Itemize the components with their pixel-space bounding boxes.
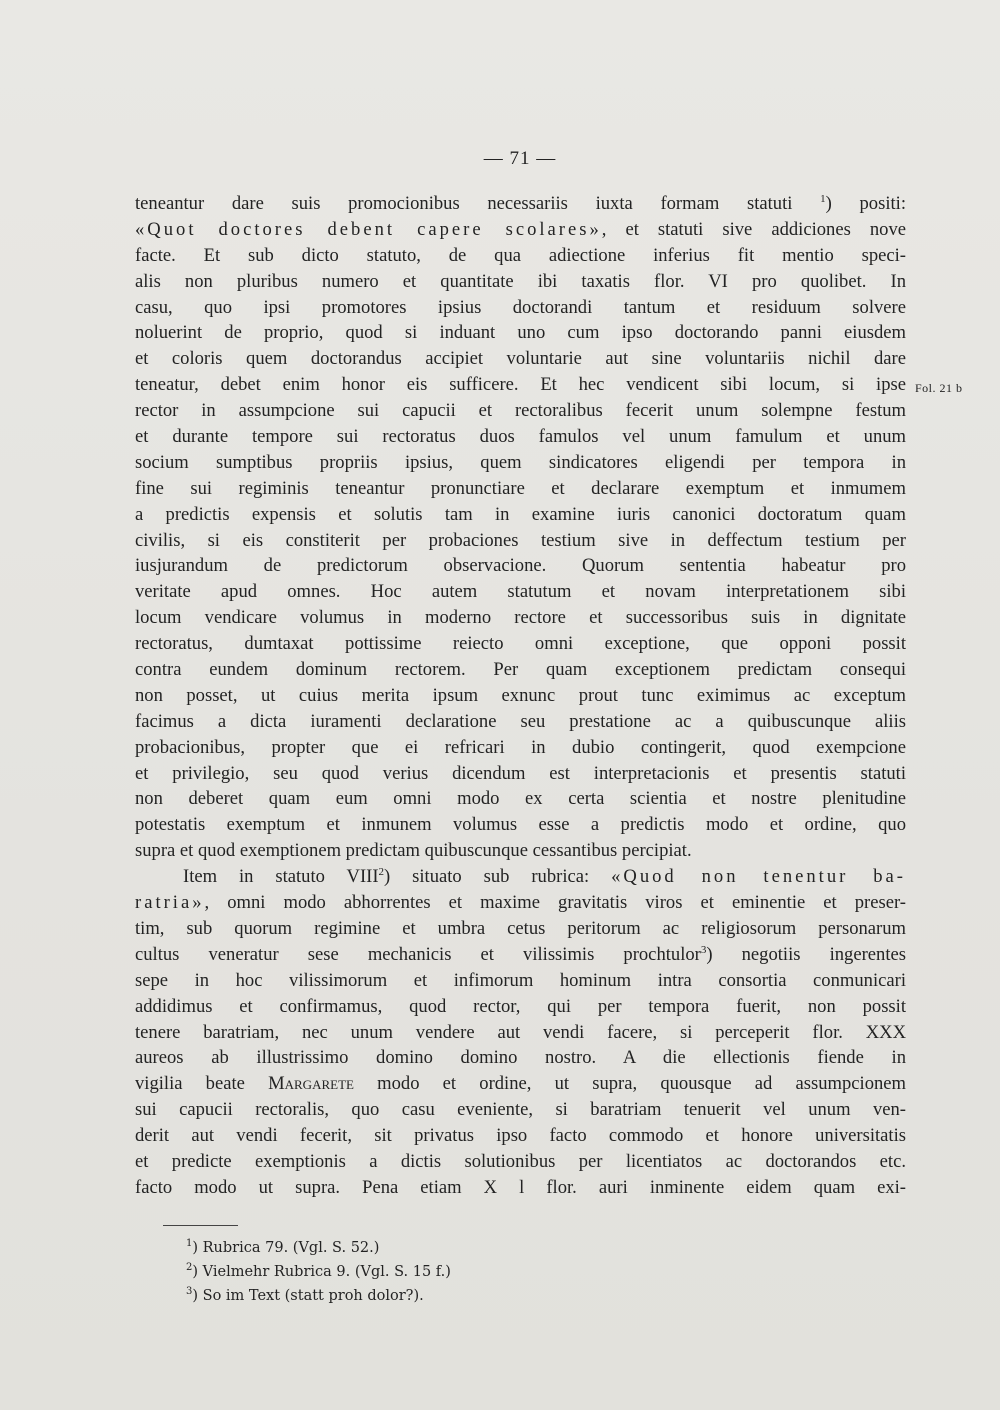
footnote-1: $^1$) Rubrica 79. (Vgl. S. 52.) bbox=[186, 1238, 380, 1256]
text-line: et coloris quem doctorandus accipiet voluntarie aut sine voluntariis nichil dare bbox=[135, 348, 906, 370]
text-line: rectoratus, dumtaxat pottissime reiecto omni exceptione, que opponi possit bbox=[135, 633, 906, 655]
text-line: civilis, si eis constiterit per probaciones testium sive in deffectum testium per bbox=[135, 529, 906, 551]
text-line: fine sui regiminis teneantur pronunctiare et declarare exemptum et inmumem bbox=[135, 477, 906, 499]
text-line: casu, quo ipsi promotores ipsius doctorandi tantum et residuum solvere bbox=[135, 296, 906, 318]
footnote-2: $^2$) Vielmehr Rubrica 9. (Vgl. S. 15 f.) bbox=[186, 1262, 451, 1280]
text-line: noluerint de proprio, quod si induant uno cum ipso doctorando panni eiusdem bbox=[135, 322, 906, 344]
text-line: iusjurandum de predictorum observacione. Quorum sententia habeatur pro bbox=[135, 555, 906, 577]
text-line: et predicte exemptionis a dictis solutionibus per licentiatos ac doctorandos etc. bbox=[135, 1150, 906, 1172]
page-number: — 71 — bbox=[483, 148, 557, 169]
text-line: ratria», omni modo abhorrentes et maxime gravitatis viros et eminentie et preser- bbox=[135, 892, 906, 914]
proper-name: Margarete bbox=[268, 1073, 354, 1095]
text-line: rector in assumpcione sui capucii et rectoralibus fecerit unum solempne festum bbox=[135, 400, 906, 422]
text-line: vigilia beate Margarete modo et ordine, ut supra, quousque ad assumpcionem bbox=[135, 1073, 907, 1095]
text-line: facimus a dicta iuramenti declaratione seu prestatione ac a quibuscunque aliis bbox=[135, 710, 906, 732]
text-line: potestatis exemptum et inmunem volumus esse a predictis modo et ordine, quo bbox=[135, 814, 906, 836]
footnote-3: $^3$) So im Text (statt proh dolor?). bbox=[186, 1286, 424, 1304]
footnote-ref: 3 bbox=[700, 943, 707, 956]
text-line: veritate apud omnes. Hoc autem statutum et novam interpretationem sibi bbox=[135, 581, 906, 603]
text-line: a predictis expensis et solutis tam in examine iuris canonici doctoratum quam bbox=[135, 503, 906, 525]
main-text bbox=[135, 191, 906, 1201]
text-line: et privilegio, seu quod verius dicendum est interpretacionis et presentis statuti bbox=[135, 762, 906, 784]
footnote-divider bbox=[163, 1225, 238, 1226]
footnote-ref: 2 bbox=[378, 865, 385, 878]
text-line: derit aut vendi fecerit, sit privatus ipso facto commodo et honore universitatis bbox=[135, 1125, 906, 1147]
text-line: tenere baratriam, nec unum vendere aut vendi facere, si perceperit flor. XXX bbox=[135, 1021, 906, 1043]
footnote-ref: 1 bbox=[820, 192, 826, 205]
quoted-rubric: «Quod non tenentur ba- bbox=[611, 866, 906, 888]
text-line: supra et quod exemptionem predictam quibuscunque cessantibus percipiat. bbox=[135, 840, 692, 862]
text-line: alis non pluribus numero et quantitate ibi taxatis flor. VI pro quolibet. In bbox=[135, 270, 906, 292]
text-line: non deberet quam eum omni modo ex certa scientia et nostre plenitudine bbox=[135, 788, 906, 810]
text-line: teneatur, debet enim honor eis sufficere. Et hec vendicent sibi locum, si ipse bbox=[135, 374, 906, 396]
text-line: Item in statuto VIII$^2$) situato sub rubrica: «Quod non tenentur ba- bbox=[183, 865, 906, 888]
text-line: non posset, ut cuius merita ipsum exnunc prout tunc eximimus ac exceptum bbox=[135, 684, 906, 706]
text-line: et durante tempore sui rectoratus duos famulos vel unum famulum et unum bbox=[135, 426, 906, 448]
text-line: facto modo ut supra. Pena etiam X l flor. auri inminente eidem quam exi- bbox=[135, 1176, 906, 1198]
footnotes bbox=[186, 1236, 451, 1308]
text-line: tim, sub quorum regimine et umbra cetus peritorum ac religiosorum personarum bbox=[135, 917, 906, 939]
text-line: aureos ab illustrissimo domino domino nostro. A die ellectionis fiende in bbox=[135, 1047, 906, 1069]
text-line: sepe in hoc vilissimorum et infimorum hominum intra consortia conmunicari bbox=[135, 969, 906, 991]
quoted-rubric: «Quot doctores debent capere scolares» bbox=[135, 218, 602, 240]
text-line: socium sumptibus propriis ipsius, quem sindicatores eligendi per tempora in bbox=[135, 451, 906, 473]
text-line: locum vendicare volumus in moderno rectore et successoribus suis in dignitate bbox=[135, 607, 906, 629]
text-line: teneantur dare suis promocionibus necessariis iuxta formam statuti $^1$) positi: bbox=[135, 192, 906, 214]
text-line: addidimus et confirmamus, quod rector, qui per tempora fuerit, non possit bbox=[135, 995, 906, 1017]
text-line: contra eundem dominum rectorem. Per quam exceptionem predictam consequi bbox=[135, 659, 906, 681]
text-line: sui capucii rectoralis, quo casu eveniente, si baratriam tenuerit vel unum ven- bbox=[135, 1099, 906, 1121]
text-line: probacionibus, propter que ei refricari in dubio contingerit, quod exempcione bbox=[135, 736, 906, 758]
text-line: «Quot doctores debent capere scolares», et statuti sive addiciones nove bbox=[135, 218, 907, 240]
text-line: cultus veneratur sese mechanicis et vilissimis prochtulor$^3$) negotiis ingerentes bbox=[135, 943, 906, 965]
margin-note-folio: Fol. 21 b bbox=[915, 381, 963, 395]
quoted-rubric: ratria» bbox=[135, 892, 205, 914]
text-line: facte. Et sub dicto statuto, de qua adiectione inferius fit mentio speci- bbox=[135, 244, 906, 266]
